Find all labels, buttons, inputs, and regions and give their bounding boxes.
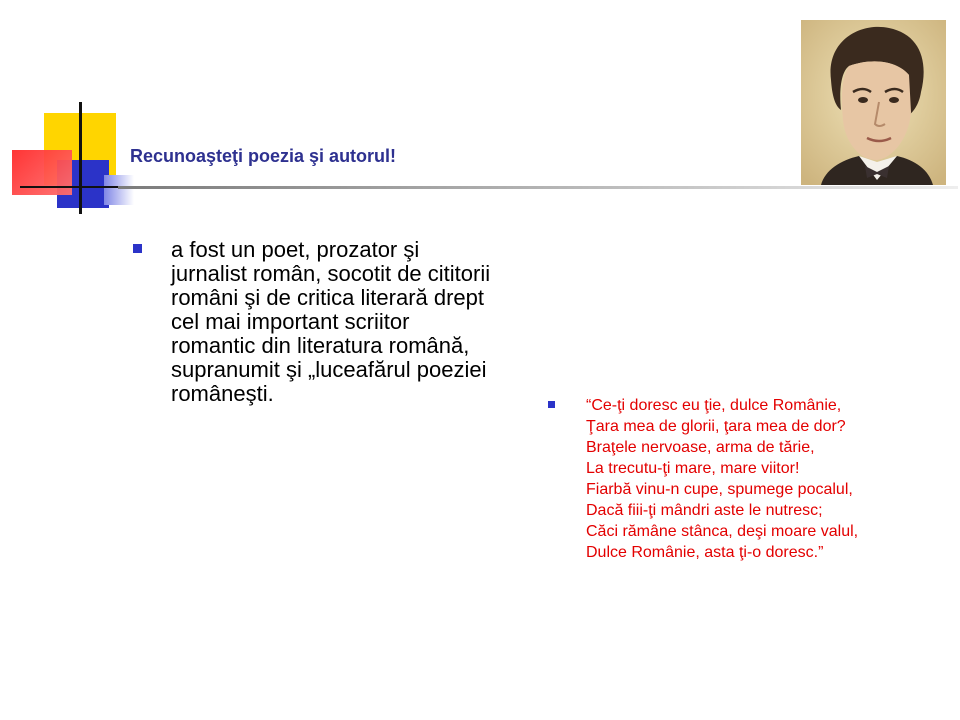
slide-title: Recunoaşteţi poezia şi autorul! xyxy=(130,146,397,166)
author-description-bullet xyxy=(133,238,493,406)
decor-blue-fade xyxy=(104,175,134,205)
author-description-text: a fost un poet, prozator şi jurnalist român, socotit de cititorii români şi de critica literară drept cel mai important scriitor romantic din literatura română, supranumit şi „luceafărul poeziei româneşti. xyxy=(171,237,491,406)
poem-quote-text: “Ce-ţi doresc eu ţie, dulce Românie, Ţara mea de glorii, ţara mea de dor? Braţele nervoase, arma de tărie, La trecutu-ţi mare, mare viitor! Fiarbă vinu-n cupe, spumege pocalul, Dacă fiii-ţi mândri aste le nutresc; Căci rămâne stânca, deşi moare valul, Dulce Românie, asta ţi-o doresc.” xyxy=(586,397,859,561)
square-bullet-icon xyxy=(133,244,142,253)
poem-quote-bullet xyxy=(548,395,943,563)
square-bullet-icon xyxy=(548,401,555,408)
decor-red-square xyxy=(12,150,72,195)
decor-horizontal-line xyxy=(20,186,130,188)
author-portrait-image xyxy=(801,20,946,185)
decor-vertical-line xyxy=(79,102,82,214)
title-underline-rule xyxy=(118,186,958,189)
